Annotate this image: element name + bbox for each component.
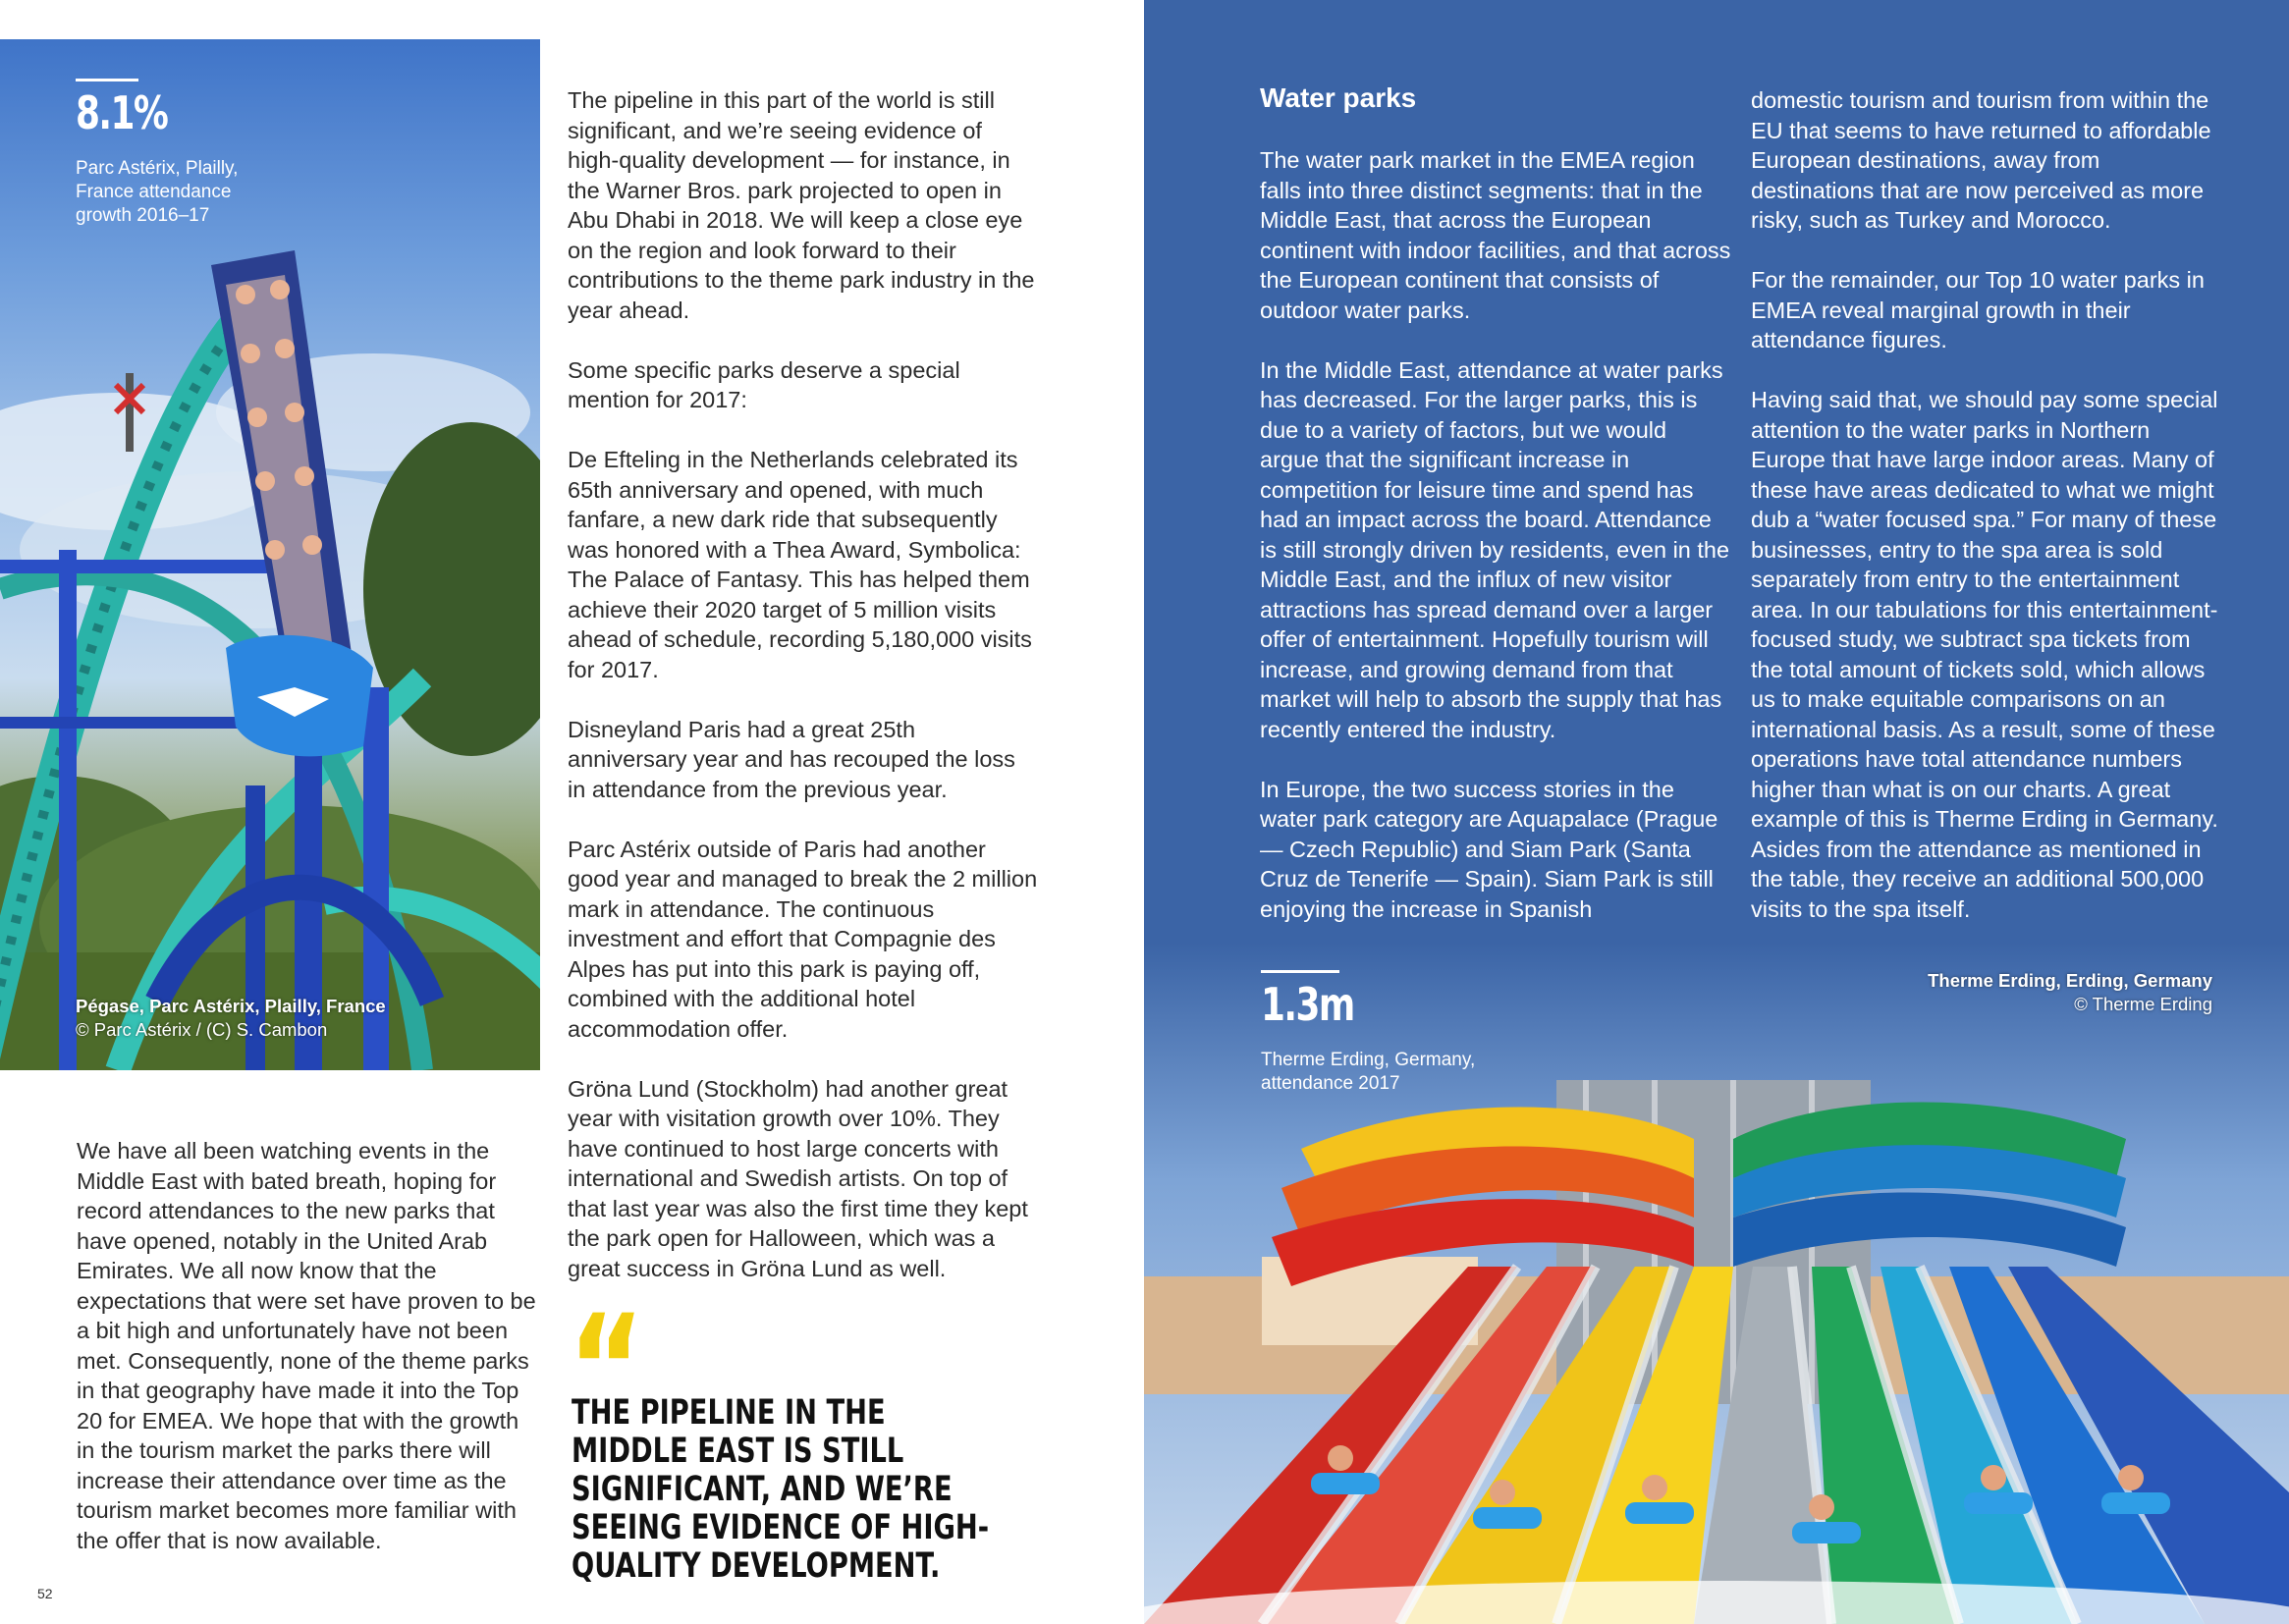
stat-value: 8.1% [76, 86, 168, 139]
paragraph: Some specific parks deserve a special mention for 2017: [568, 356, 960, 412]
left-body-column-2 [568, 85, 1039, 1283]
quote-mark-icon: “ [568, 1284, 645, 1455]
paragraph: In Europe, the two success stories in the water park category are Aquapalace (Prague — Czech Republic) and Siam Park (Santa Cruz de Tenerife — Spain). Siam Park is still enjoying the increase in Spanish [1260, 776, 1718, 922]
paragraph: Parc Astérix outside of Paris had another good year and managed to break the 2 million mark in attendance. The continuous investment and effort that Compagnie des Alpes has put into this park is paying off, combined with the additional hotel accommodation offer. [568, 836, 1038, 1042]
water-slide-illustration [1144, 943, 2289, 1624]
pull-quote: THE PIPELINE IN THE MIDDLE EAST IS STILL SIGNIFICANT, AND WE’RE SEEING EVIDENCE OF HIGH-QUALITY DEVELOPMENT. [572, 1393, 990, 1586]
paragraph: Gröna Lund (Stockholm) had another great year with visitation growth over 10%. They have continued to host large concerts with international and Swedish artists. On top of that last year was also the first time they kept the park open for Halloween, which was a great success in Gröna Lund as well. [568, 1075, 1028, 1281]
paragraph: domestic tourism and tourism from within the EU that seems to have returned to affordable European destinations, away from destinations that are now perceived as more risky, such as Turkey and Morocco. [1751, 87, 2211, 233]
section-title: Water parks [1260, 82, 1417, 113]
paragraph: In the Middle East, attendance at water parks has decreased. For the larger parks, this is due to a variety of factors, but we would argue that the significant increase in competition for leisure time and spend has had an impact across the board. Attendance is still strongly driven by residents, even in the Middle East, and the influx of new visitor attractions has spread demand over a larger offer of entertainment. Hopefully tourism will increase, and growing demand from that market will help to absorb the supply that has recently entered the industry. [1260, 356, 1730, 742]
stat-label: Therme Erding, Germany, attendance 2017 [1261, 1050, 1476, 1094]
paragraph: Having said that, we should pay some special attention to the water parks in Northern Europe that have large indoor areas. Many of these have areas dedicated to what we might dub a “water focused spa.” For many of these businesses, entry to the spa area is sold separately from entry to the entertainment area. In our tabulations for this entertainment-focused study, we subtract spa tickets from the total amount of tickets sold, which allows us to make equitable comparisons on an international basis. As a result, some of these operations have total attendance numbers higher than what is on our charts. A great example of this is Therme Erding in Germany. Asides from the attendance as mentioned in the table, they receive an additional 500,000 visits to the spa itself. [1751, 387, 2218, 922]
paragraph: The pipeline in this part of the world is still significant, and we’re seeing evidence of high-quality development — for instance, in the Warner Bros. park projected to open in Abu Dhabi in 2018. We will keep a close eye on the region and look forward to their contributions to the theme park industry in the year ahead. [568, 87, 1035, 323]
stat-rule [1261, 970, 1339, 973]
paragraph: Disneyland Paris had a great 25th anniversary year and has recouped the loss in attendance from the previous year. [568, 716, 1015, 802]
water-slide-photo [1144, 943, 2289, 1624]
paragraph: The water park market in the EMEA region falls into three distinct segments: that in the Middle East, that across the European continent with indoor facilities, and that across the European continent that consists of outdoor water parks. [1260, 147, 1731, 323]
photo-caption [1728, 969, 2212, 1016]
stat-label: Parc Astérix, Plailly, France attendance growth 2016–17 [76, 158, 239, 226]
left-body-column-1 [77, 1136, 538, 1555]
photo-credit: © Parc Astérix / (C) S. Cambon [76, 1019, 328, 1040]
paragraph: De Efteling in the Netherlands celebrated its 65th anniversary and opened, with much fanfare, a new dark ride that subsequently was honored with a Thea Award, Symbolica: The Palace of Fantasy. This has helped them achieve their 2020 target of 5 million visits ahead of schedule, recording 5,180,000 visits for 2017. [568, 447, 1032, 682]
paragraph: For the remainder, our Top 10 water parks in EMEA reveal marginal growth in their attendance figures. [1751, 267, 2205, 352]
stat-rule [76, 79, 138, 81]
right-body-column-2 [1751, 85, 2222, 924]
photo-credit: © Therme Erding [2074, 994, 2212, 1014]
photo-caption-title: Pégase, Parc Astérix, Plailly, France [76, 996, 386, 1016]
right-body-column-1 [1260, 145, 1731, 924]
photo-caption-title: Therme Erding, Erding, Germany [1928, 970, 2212, 991]
paragraph: We have all been watching events in the Middle East with bated breath, hoping for record attendances to the new parks that have opened, notably in the United Arab Emirates. We all now know that the expectations that were set have proven to be a bit high and unfortunately have not been met. Consequently, none of the theme parks in that geography have made it into the Top 20 for EMEA. We hope that with the growth in the tourism market the parks there will increase their attendance over time as the tourism market becomes more familiar with the offer that is now available. [77, 1138, 536, 1553]
stat-value: 1.3m [1261, 978, 1354, 1031]
photo-caption [76, 995, 386, 1042]
page-number: 52 [37, 1586, 53, 1601]
